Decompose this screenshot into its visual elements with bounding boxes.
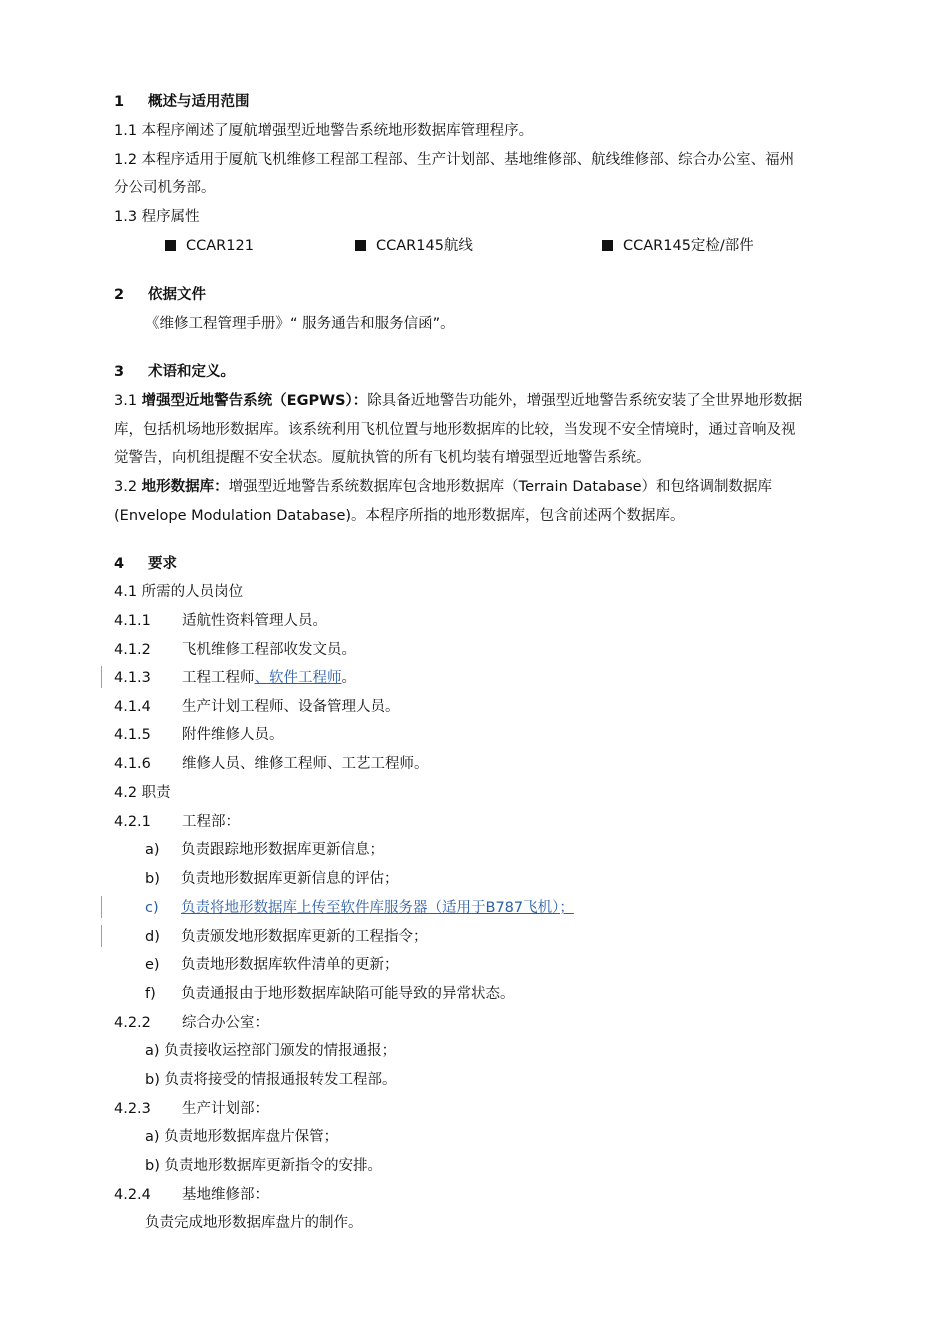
para-1-2-line1: 1.2 本程序适用于厦航飞机维修工程部工程部、生产计划部、基地维修部、航线维修部、综合办公室、福州 [114, 152, 795, 168]
change-bar [101, 896, 102, 918]
change-bar [101, 666, 102, 688]
list-item: d) 负责颁发地形数据库更新的工程指令； [145, 929, 428, 945]
attr-ccar145-line: CCAR145航线 [355, 236, 473, 256]
role-item: 4.1.3 工程工程师、软件工程师。 [114, 670, 356, 686]
duty-4-2-3: 4.2.3 生产计划部： [114, 1101, 269, 1117]
list-item: b) 负责将接受的情报通报转发工程部。 [145, 1072, 397, 1088]
para-4-1: 4.1 所需的人员岗位 [114, 584, 244, 600]
section-2-heading: 2 依据文件 [114, 287, 206, 303]
list-item: a) 负责接收运控部门颁发的情报通报； [145, 1043, 397, 1059]
filled-square-icon [165, 240, 176, 251]
list-item: b) 负责地形数据库更新信息的评估； [145, 871, 399, 887]
base-maintenance-duty: 负责完成地形数据库盘片的制作。 [145, 1215, 363, 1231]
list-item: f) 负责通报由于地形数据库缺陷可能导致的异常状态。 [145, 986, 515, 1002]
filled-square-icon [355, 240, 366, 251]
revision-link[interactable]: 、软件工程师 [254, 670, 342, 686]
para-1-3: 1.3 程序属性 [114, 209, 200, 225]
reference-doc: 《维修工程管理手册》“ 服务通告和服务信函”。 [145, 316, 455, 332]
section-4-heading: 4 要求 [114, 556, 177, 572]
revision-link[interactable]: c) 负责将地形数据库上传至软件库服务器（适用于B787飞机）； [145, 900, 574, 916]
role-item: 4.1.5 附件维修人员。 [114, 727, 284, 743]
para-1-1: 1.1 本程序阐述了厦航增强型近地警告系统地形数据库管理程序。 [114, 123, 534, 139]
section-3-heading: 3 术语和定义。 [114, 364, 235, 380]
role-item: 4.1.1 适航性资料管理人员。 [114, 613, 327, 629]
duty-4-2-4: 4.2.4 基地维修部： [114, 1187, 269, 1203]
definition-3-1-line1: 3.1 增强型近地警告系统（EGPWS）：除具备近地警告功能外，增强型近地警告系统安装了全世界地形数据 [114, 393, 803, 409]
para-1-2-line2: 分公司机务部。 [114, 180, 216, 196]
list-item: a) 负责跟踪地形数据库更新信息； [145, 842, 384, 858]
definition-3-1-line3: 觉警告，向机组提醒不安全状态。厦航执管的所有飞机均装有增强型近地警告系统。 [114, 450, 651, 466]
filled-square-icon [602, 240, 613, 251]
definition-3-2-line2: (Envelope Modulation Database)。本程序所指的地形数据库，包含前述两个数据库。 [114, 508, 685, 524]
role-item: 4.1.2 飞机维修工程部收发文员。 [114, 642, 356, 658]
change-bar [101, 925, 102, 947]
attr-ccar145-check: CCAR145定检/部件 [602, 236, 754, 256]
duty-4-2-1: 4.2.1 工程部： [114, 814, 240, 830]
list-item: a) 负责地形数据库盘片保管； [145, 1129, 339, 1145]
role-item: 4.1.4 生产计划工程师、设备管理人员。 [114, 699, 400, 715]
list-item-revised[interactable] [145, 898, 882, 918]
definition-3-2-line1: 3.2 地形数据库：增强型近地警告系统数据库包含地形数据库（Terrain Database）和包络调制数据库 [114, 479, 773, 495]
attr-ccar121: CCAR121 [165, 236, 254, 256]
section-1-heading: 1 概述与适用范围 [114, 94, 250, 110]
para-4-2: 4.2 职责 [114, 785, 171, 801]
definition-3-1-line2: 库，包括机场地形数据库。该系统利用飞机位置与地形数据库的比较，当发现不安全情境时，通过音响及视 [114, 422, 796, 438]
duty-4-2-2: 4.2.2 综合办公室： [114, 1015, 269, 1031]
list-item: b) 负责地形数据库更新指令的安排。 [145, 1158, 382, 1174]
role-item: 4.1.6 维修人员、维修工程师、工艺工程师。 [114, 756, 429, 772]
list-item: e) 负责地形数据库软件清单的更新； [145, 957, 399, 973]
